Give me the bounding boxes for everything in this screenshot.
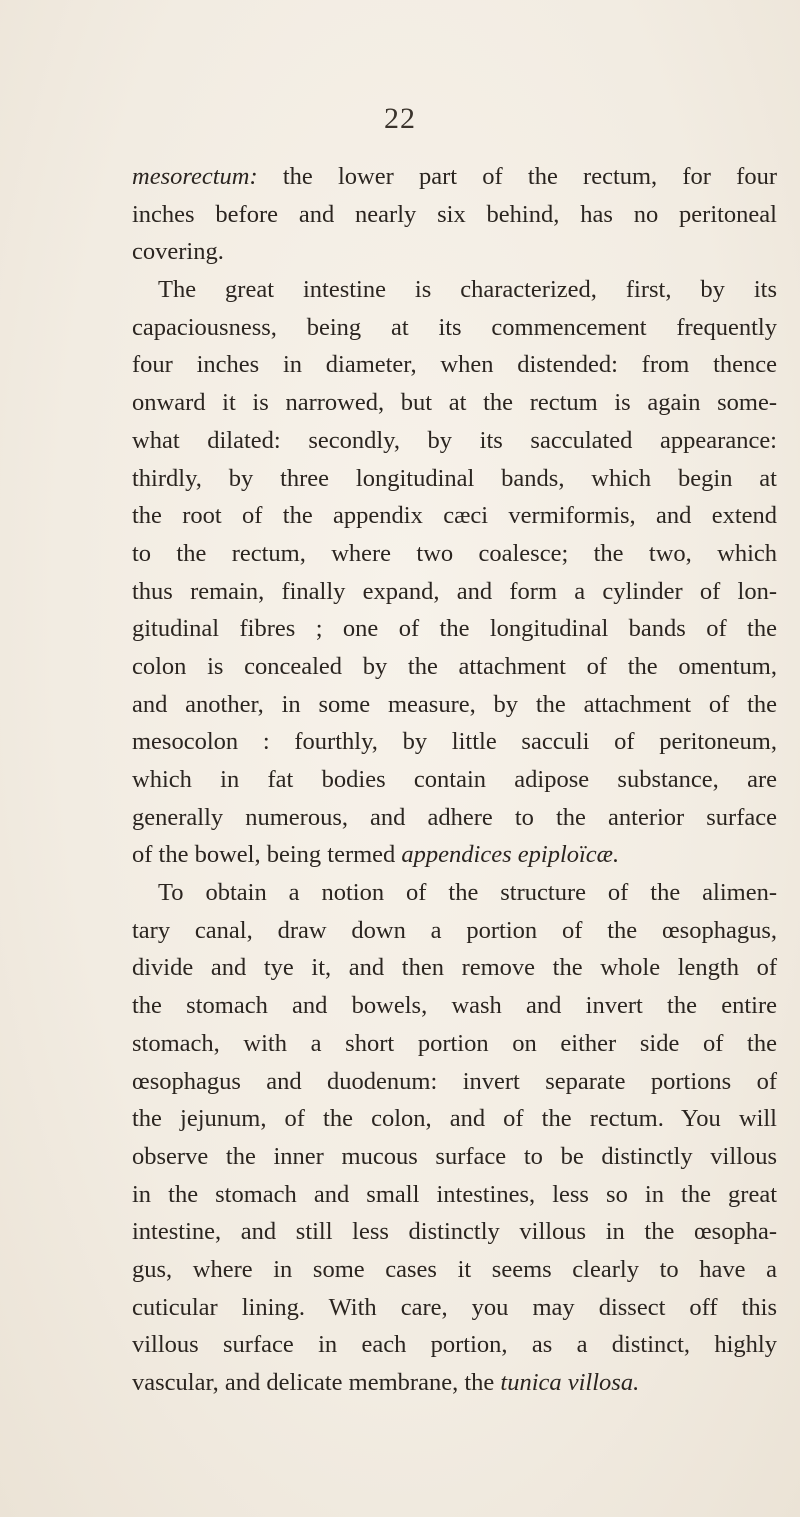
text-line: villous surface in each portion, as a distinct, highly xyxy=(132,1331,777,1359)
italic-term: mesorectum: xyxy=(132,163,258,190)
text-line: which in fat bodies contain adipose substance, are xyxy=(132,766,777,793)
text-line: intestine, and still less distinctly villous in the œsopha- xyxy=(132,1218,777,1246)
italic-term: tunica villosa. xyxy=(500,1369,640,1396)
paragraph-start-line: To obtain a notion of the structure of the alimen- xyxy=(158,879,777,907)
body-text xyxy=(132,158,777,1402)
text-line: gus, where in some cases it seems clearly to have a xyxy=(132,1255,777,1283)
text-line: cuticular lining. With care, you may dissect off this xyxy=(132,1293,777,1321)
text-line: the jejunum, of the colon, and of the rectum. You will xyxy=(132,1105,777,1133)
text-line: inches before and nearly six behind, has no peritoneal xyxy=(132,200,777,228)
text-line: thirdly, by three longitudinal bands, which begin at xyxy=(132,464,777,492)
page-number: 22 xyxy=(384,102,416,135)
text-line: mesocolon : fourthly, by little sacculi of peritoneum, xyxy=(132,728,777,756)
text-line: what dilated: secondly, by its sacculated appearance: xyxy=(132,426,777,454)
text-line: four inches in diameter, when distended: from thence xyxy=(132,351,777,379)
text-line: gitudinal fibres ; one of the longitudinal bands of the xyxy=(132,615,777,643)
text-line: observe the inner mucous surface to be distinctly villous xyxy=(132,1142,777,1170)
paragraph-start-line: The great intestine is characterized, first, by its xyxy=(158,276,777,304)
text-line: vascular, and delicate membrane, the tunica villosa. xyxy=(132,1369,640,1396)
text-line: tary canal, draw down a portion of the œsophagus, xyxy=(132,916,777,944)
text-line: covering. xyxy=(132,238,224,266)
text-line: generally numerous, and adhere to the anterior surface xyxy=(132,803,777,831)
text-line: to the rectum, where two coalesce; the two, which xyxy=(132,539,777,567)
italic-term: appendices epiploïcæ. xyxy=(401,841,620,869)
text-line: divide and tye it, and then remove the whole length of xyxy=(132,954,777,982)
text-line: colon is concealed by the attachment of the omentum, xyxy=(132,652,777,680)
text-line: in the stomach and small intestines, less so in the great xyxy=(132,1180,777,1208)
text-line: œsophagus and duodenum: invert separate portions of xyxy=(132,1067,777,1095)
text-line: mesorectum: the lower part of the rectum, for four xyxy=(132,163,777,190)
text-line: onward it is narrowed, but at the rectum is again some- xyxy=(132,389,777,417)
text-line: and another, in some measure, by the attachment of the xyxy=(132,690,777,718)
text-line: stomach, with a short portion on either side of the xyxy=(132,1029,777,1057)
text-line: the stomach and bowels, wash and invert the entire xyxy=(132,992,777,1020)
text-line: capaciousness, being at its commencement frequently xyxy=(132,313,777,341)
text-line: the root of the appendix cæci vermiformis, and extend xyxy=(132,502,777,530)
text-line: of the bowel, being termed appendices epiploïcæ. xyxy=(132,841,620,869)
text-line: thus remain, finally expand, and form a cylinder of lon- xyxy=(132,577,777,605)
